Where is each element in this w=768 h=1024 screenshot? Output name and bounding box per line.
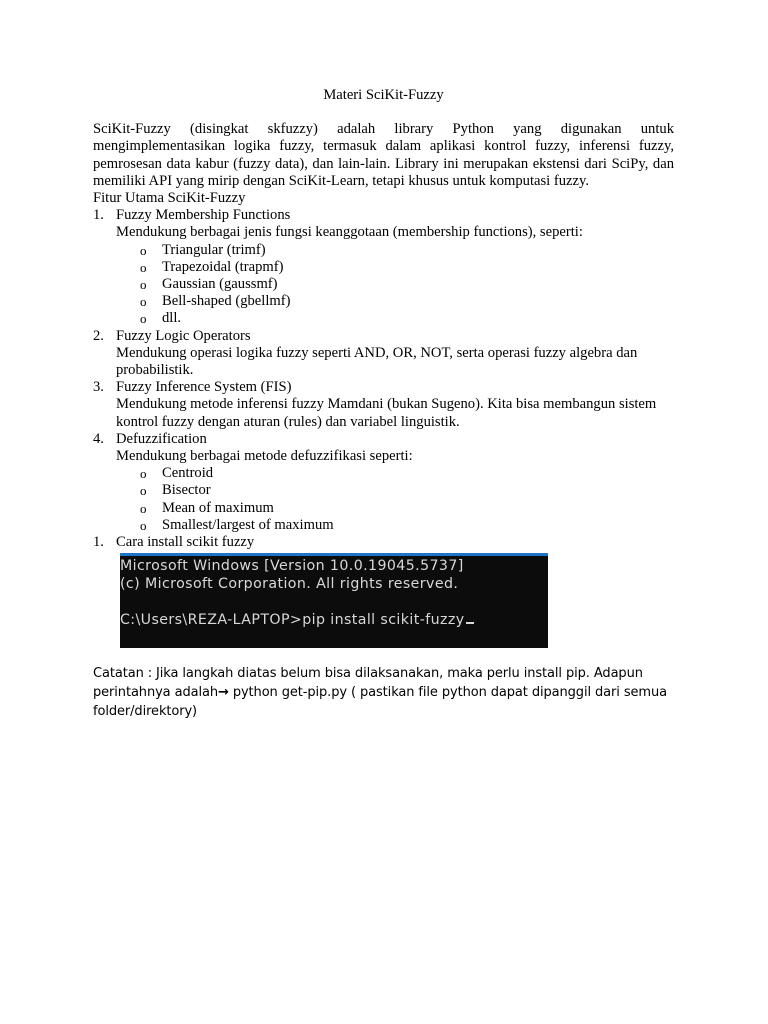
bullet-item — [116, 500, 674, 517]
feature-number: 1. — [93, 207, 104, 224]
terminal-line-copyright: (c) Microsoft Corporation. All rights reserved. — [120, 576, 459, 593]
bullet-item — [116, 293, 674, 310]
terminal-screenshot — [120, 553, 548, 648]
feature-title: Fuzzy Inference System (FIS) — [116, 379, 292, 396]
bullet-icon: o — [140, 311, 147, 327]
feature-description: Mendukung berbagai metode defuzzifikasi seperti: — [116, 448, 413, 465]
feature-bullet-list — [116, 465, 674, 534]
bullet-icon: o — [140, 483, 147, 499]
feature-number: 3. — [93, 379, 104, 396]
bullet-item — [116, 242, 674, 259]
feature-title: Fuzzy Logic Operators — [116, 327, 251, 344]
bullet-text: Mean of maximum — [162, 499, 274, 516]
features-heading: Fitur Utama SciKit-Fuzzy — [93, 190, 246, 207]
feature-item — [93, 207, 674, 327]
note-text-after: python get-pip.py ( pastikan file python dapat dipanggil dari semua folder/direktory) — [93, 685, 667, 720]
feature-description: Mendukung berbagai jenis fungsi keanggotaan (membership functions), seperti: — [116, 224, 583, 241]
bullet-text: Bisector — [162, 482, 211, 499]
bullet-item — [116, 310, 674, 327]
bullet-text: Triangular (trimf) — [162, 241, 266, 258]
bullet-item — [116, 465, 674, 482]
feature-bullet-list — [116, 242, 674, 328]
terminal-cursor-icon — [466, 622, 474, 624]
bullet-item — [116, 482, 674, 499]
bullet-text: Bell-shaped (gbellmf) — [162, 293, 291, 310]
bullet-text: Gaussian (gaussmf) — [162, 276, 278, 293]
bullet-text: Smallest/largest of maximum — [162, 516, 334, 533]
note-paragraph — [93, 664, 674, 721]
feature-title: Fuzzy Membership Functions — [116, 207, 291, 224]
feature-description: Mendukung metode inferensi fuzzy Mamdani (bukan Sugeno). Kita bisa membangun sistem kontrol fuzzy dengan aturan (rules) dan variabel linguistik. — [116, 396, 657, 430]
bullet-icon: o — [140, 259, 147, 275]
install-item — [93, 534, 674, 551]
right-arrow-icon: → — [217, 685, 229, 701]
bullet-item — [116, 276, 674, 293]
bullet-text: dll. — [162, 310, 182, 327]
install-title: Cara install scikit fuzzy — [116, 534, 255, 551]
bullet-icon: o — [140, 242, 147, 258]
terminal-command-text: C:\Users\REZA-LAPTOP>pip install scikit-fuzzy — [120, 612, 465, 629]
bullet-item — [116, 517, 674, 534]
bullet-text: Centroid — [162, 465, 214, 482]
terminal-line-command — [120, 611, 474, 629]
bullet-icon: o — [140, 500, 147, 516]
terminal-line-version: Microsoft Windows [Version 10.0.19045.5737] — [120, 558, 464, 575]
bullet-icon: o — [140, 294, 147, 310]
intro-paragraph: SciKit-Fuzzy (disingkat skfuzzy) adalah library Python yang digunakan untuk mengimplementasikan logika fuzzy, termasuk dalam aplikasi kontrol fuzzy, inferensi fuzzy, pemrosesan data kabur (fuzzy data), dan lain-lain. Library ini merupakan ekstensi dari SciPy, dan memiliki API yang mirip dengan SciKit-Learn, tetapi khusus untuk komputasi fuzzy. — [93, 121, 674, 189]
document-title: Materi SciKit-Fuzzy — [323, 87, 444, 103]
install-number: 1. — [93, 534, 104, 551]
bullet-icon: o — [140, 517, 147, 533]
feature-title: Defuzzification — [116, 430, 207, 447]
bullet-icon: o — [140, 277, 147, 293]
bullet-text: Trapezoidal (trapmf) — [162, 258, 284, 275]
note-text-before: Catatan : Jika langkah diatas belum bisa dilaksanakan, maka perlu install pip. Adapun perintahnya adalah — [93, 666, 643, 701]
document-page — [93, 87, 674, 734]
feature-item — [93, 328, 674, 380]
feature-item — [93, 379, 674, 431]
feature-item — [93, 431, 674, 534]
bullet-item — [116, 259, 674, 276]
feature-number: 4. — [93, 430, 104, 447]
feature-number: 2. — [93, 327, 104, 344]
feature-description: Mendukung operasi logika fuzzy seperti AND, OR, NOT, serta operasi fuzzy algebra dan probabilistik. — [116, 344, 638, 379]
bullet-icon: o — [140, 466, 147, 482]
